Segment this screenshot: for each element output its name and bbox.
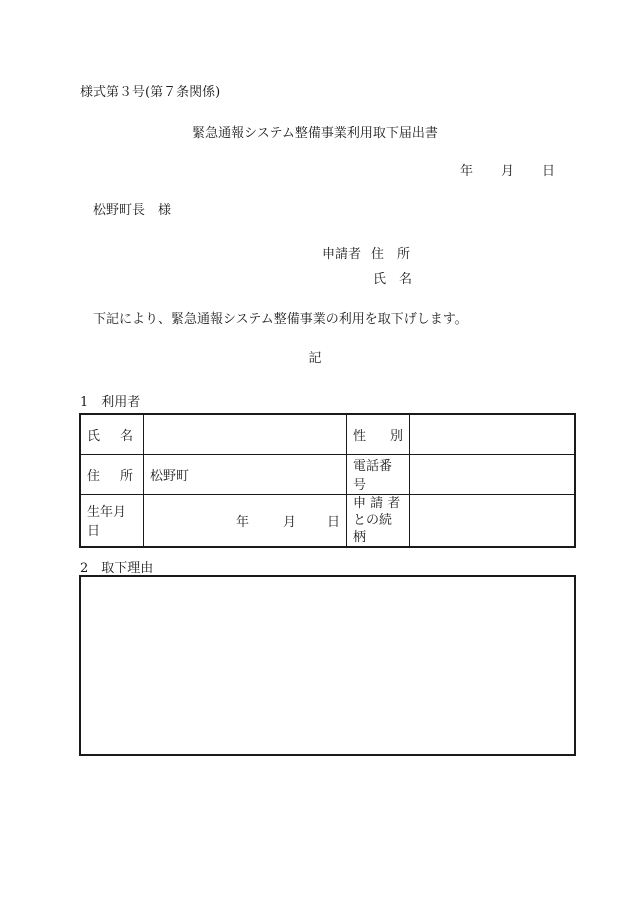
applicant-address-label: 住 所 bbox=[371, 247, 411, 262]
reason-textarea[interactable] bbox=[79, 575, 576, 756]
address-label-2: 所 bbox=[119, 468, 133, 484]
dob-fields bbox=[150, 511, 340, 530]
relation-value-cell[interactable] bbox=[410, 494, 576, 547]
gender-value-cell[interactable] bbox=[410, 414, 576, 454]
address-label-1: 住 bbox=[87, 468, 101, 484]
address-label-cell bbox=[80, 454, 144, 494]
relation-label-2: との続柄 bbox=[353, 512, 393, 545]
section2-heading: 2 取下理由 bbox=[80, 561, 154, 576]
address-value-cell[interactable] bbox=[144, 454, 347, 494]
dob-label: 生年月日 bbox=[87, 505, 127, 539]
phone-label-cell bbox=[347, 454, 410, 494]
applicant-label: 申請者 bbox=[322, 247, 362, 262]
gender-label-1: 性 bbox=[353, 428, 367, 444]
body-text: 下記により、緊急通報システム整備事業の利用を取下げします。 bbox=[93, 312, 468, 327]
relation-label-cell bbox=[347, 494, 410, 547]
addressee: 松野町長 様 bbox=[93, 203, 172, 218]
table-row bbox=[80, 454, 575, 494]
name-label-1: 氏 bbox=[87, 428, 101, 444]
applicant-name-line bbox=[373, 268, 412, 287]
ki-heading: 記 bbox=[308, 351, 322, 366]
section1-heading: 1 利用者 bbox=[80, 395, 141, 410]
table-row bbox=[80, 414, 575, 454]
relation-label-1: 申 請 者 bbox=[353, 495, 401, 511]
address-value: 松野町 bbox=[150, 468, 190, 484]
date-month-label: 月 bbox=[501, 164, 515, 179]
dob-day-label: 日 bbox=[326, 514, 340, 530]
name-value-cell[interactable] bbox=[144, 414, 347, 454]
phone-label: 電話番号 bbox=[353, 459, 393, 493]
name-label-2: 名 bbox=[119, 428, 133, 444]
applicant-address-line bbox=[322, 243, 410, 262]
name-label-cell bbox=[80, 414, 144, 454]
gender-label-cell bbox=[347, 414, 410, 454]
phone-value-cell[interactable] bbox=[410, 454, 576, 494]
submission-date bbox=[460, 160, 555, 179]
dob-label-cell bbox=[80, 494, 144, 547]
dob-year-label: 年 bbox=[235, 514, 249, 530]
document-title: 緊急通報システム整備事業利用取下届出書 bbox=[192, 126, 438, 141]
date-year-label: 年 bbox=[460, 164, 474, 179]
date-day-label: 日 bbox=[542, 164, 556, 179]
gender-label-2: 別 bbox=[389, 428, 403, 444]
dob-month-label: 月 bbox=[282, 514, 296, 530]
user-info-table bbox=[79, 413, 576, 548]
form-number: 様式第３号(第７条関係) bbox=[80, 85, 221, 100]
applicant-name-label: 氏 名 bbox=[373, 272, 413, 287]
dob-value-cell[interactable] bbox=[144, 494, 347, 547]
table-row bbox=[80, 494, 575, 547]
